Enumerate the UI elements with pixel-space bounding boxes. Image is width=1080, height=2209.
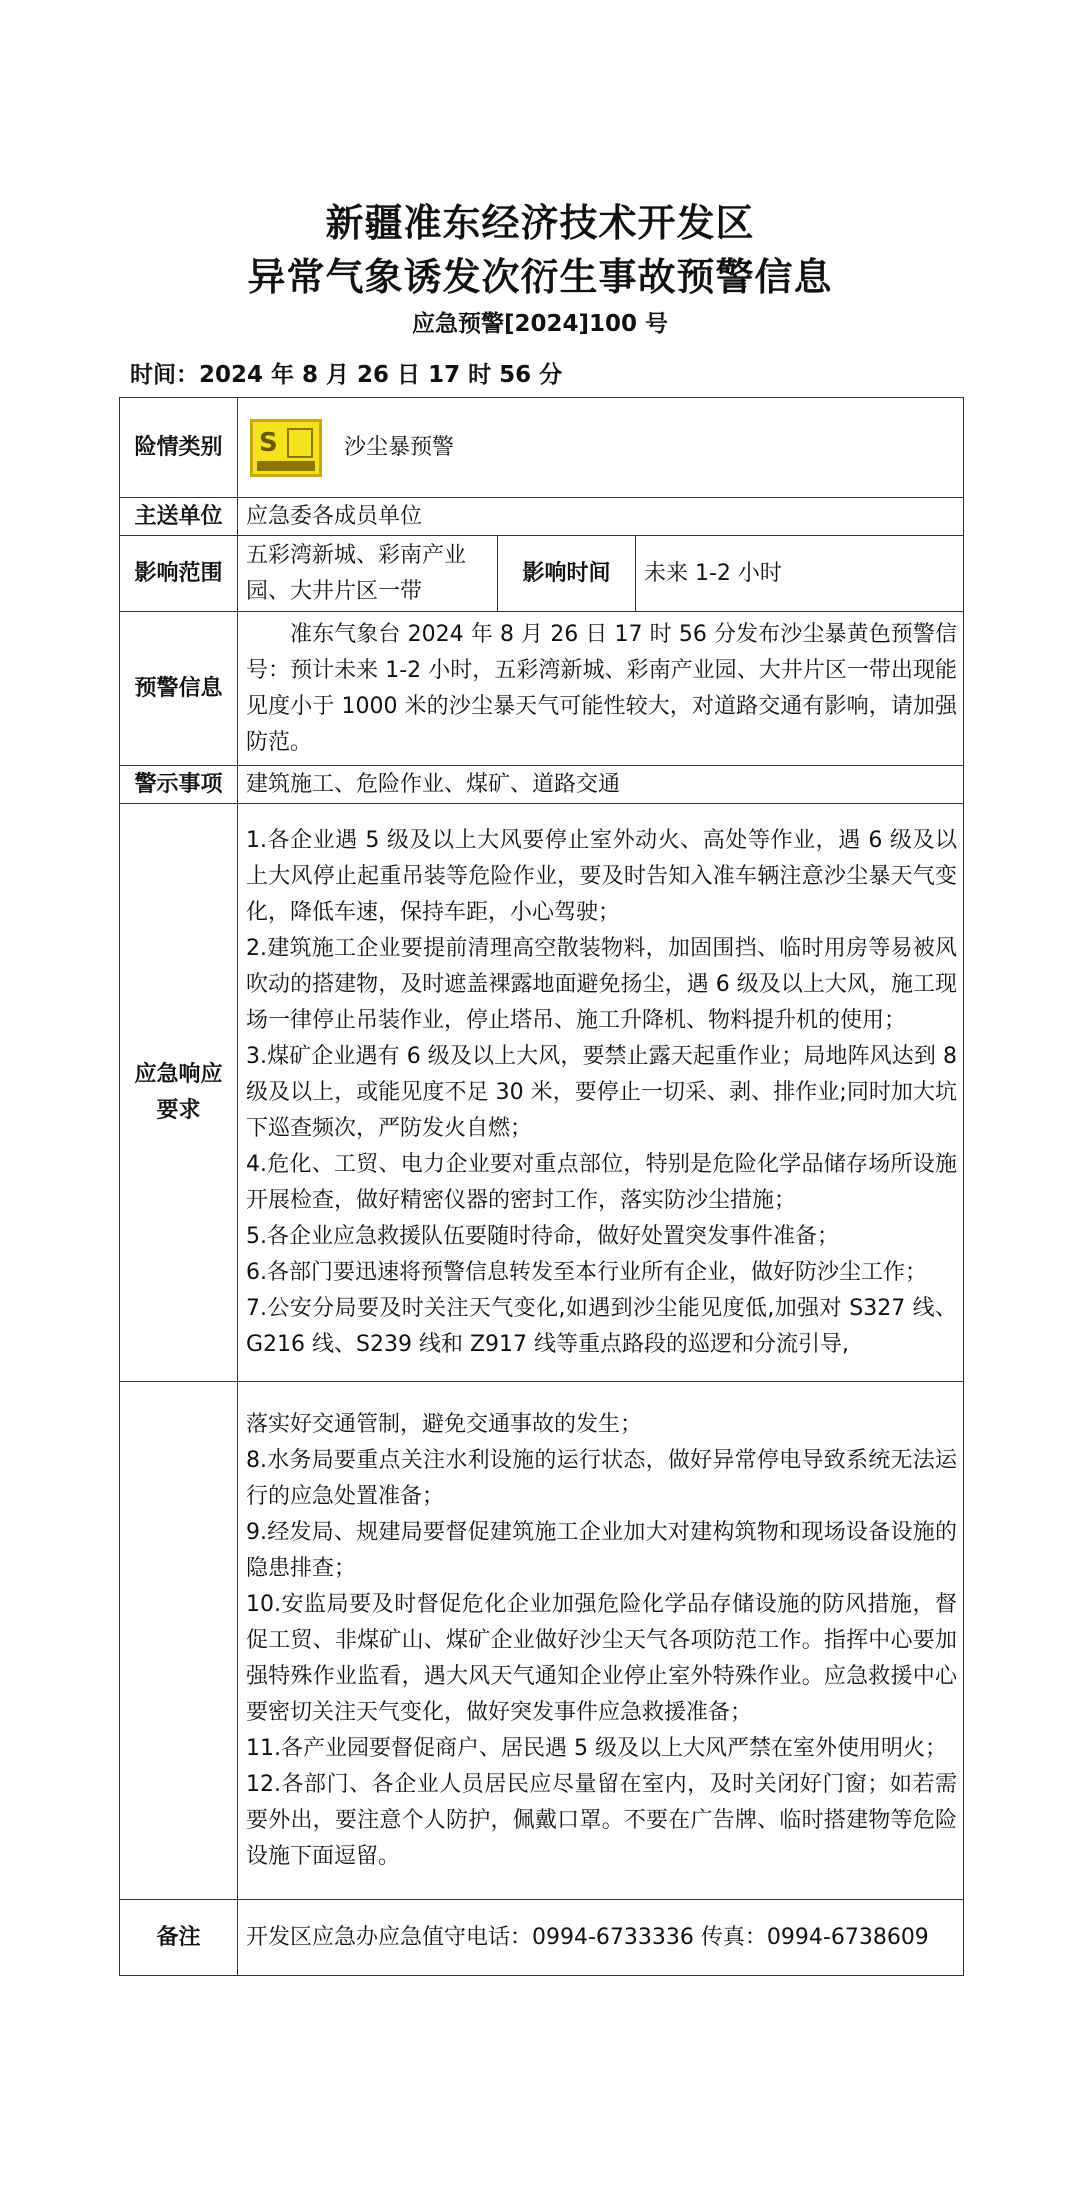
warning-table [119,397,964,1382]
category-label: 险情类别 [120,398,238,498]
recipients-label: 主送单位 [120,498,238,536]
warning-info-row [120,612,964,766]
remarks-value: 开发区应急办应急值守电话：0994-6733336 传真：0994-6738609 [238,1900,964,1976]
issued-time: 时间：2024 年 8 月 26 日 17 时 56 分 [130,362,563,388]
recipients-row [120,498,964,536]
notice-value: 建筑施工、危险作业、煤矿、道路交通 [238,766,964,804]
notice-label: 警示事项 [120,766,238,804]
response-item: 12.各部门、各企业人员居民应尽量留在室内，及时关闭好门窗；如若需要外出，要注意个人防护，佩戴口罩。不要在广告牌、临时搭建物等危险设施下面逗留。 [246,1771,957,1869]
response-item: 3.煤矿企业遇有 6 级及以上大风，要禁止露天起重作业；局地阵风达到 8 级及以上，或能见度不足 30 米，要停止一切采、剥、排作业;同时加大坑下巡查频次，严防发火自燃； [246,1043,958,1141]
response-item: 4.危化、工贸、电力企业要对重点部位，特别是危险化学品储存场所设施开展检查，做好精密仪器的密封工作，落实防沙尘措施； [246,1151,958,1213]
response-item: 6.各部门要迅速将预警信息转发至本行业所有企业，做好防沙尘工作； [246,1259,927,1285]
scope-row [120,536,964,612]
document-number: 应急预警[2024]100 号 [411,311,669,337]
notice-row [120,766,964,804]
document-title-line2: 异常气象诱发次衍生事故预警信息 [247,255,833,299]
scope-label: 影响范围 [120,536,238,612]
response-label: 应急响应要求 [120,804,238,1382]
response-row [120,804,964,1382]
scope-value: 五彩湾新城、彩南产业园、大井片区一带 [238,536,498,612]
response-item: 1.各企业遇 5 级及以上大风要停止室外动火、高处等作业，遇 6 级及以上大风停止起重吊装等危险作业，要及时告知入准车辆注意沙尘暴天气变化，降低车速，保持车距，小心驾驶； [246,827,958,925]
recipients-value: 应急委各成员单位 [238,498,964,536]
response-item: 11.各产业园要督促商户、居民遇 5 级及以上大风严禁在室外使用明火； [246,1735,947,1761]
response-item: 7.公安分局要及时关注天气变化,如遇到沙尘能见度低,加强对 S327 线、G216 线、S239 线和 Z917 线等重点路段的巡逻和分流引导, [246,1295,958,1357]
response-item: 8.水务局要重点关注水利设施的运行状态，做好异常停电导致系统无法运行的应急处置准备； [246,1447,957,1509]
warning-table-continued [119,1381,964,1976]
impact-time-label: 影响时间 [498,536,636,612]
response-row-continued [120,1382,964,1900]
response-item: 落实好交通管制，避免交通事故的发生； [246,1411,643,1437]
sandstorm-yellow-signal-icon: S [250,419,322,477]
remarks-row [120,1900,964,1976]
response-item: 5.各企业应急救援队伍要随时待命，做好处置突发事件准备； [246,1223,839,1249]
response-item: 10.安监局要及时督促危化企业加强危险化学品存储设施的防风措施，督促工贸、非煤矿山、煤矿企业做好沙尘天气各项防范工作。指挥中心要加强特殊作业监看，遇大风天气通知企业停止室外特殊作业。应急救援中心要密切关注天气变化，做好突发事件应急救援准备； [246,1591,957,1725]
document-title-line1: 新疆准东经济技术开发区 [325,201,755,245]
category-row [120,398,964,498]
response-item: 9.经发局、规建局要督促建筑施工企业加大对建构筑物和现场设备设施的隐患排查； [246,1519,957,1581]
response-item: 2.建筑施工企业要提前清理高空散装物料，加固围挡、临时用房等易被风吹动的搭建物，及时遮盖裸露地面避免扬尘，遇 6 级及以上大风，施工现场一律停止吊装作业，停止塔吊、施工升降机、物料提升机的使用； [246,935,958,1033]
remarks-label: 备注 [120,1900,238,1976]
impact-time-value: 未来 1-2 小时 [636,536,964,612]
warning-info-text: 准东气象台 2024 年 8 月 26 日 17 时 56 分发布沙尘暴黄色预警信号：预计未来 1-2 小时，五彩湾新城、彩南产业园、大井片区一带出现能见度小于 1000 米的沙尘暴天气可能性较大，对道路交通有影响，请加强防范。 [238,612,964,766]
category-value: 沙尘暴预警 [344,434,455,460]
warning-info-label: 预警信息 [120,612,238,766]
